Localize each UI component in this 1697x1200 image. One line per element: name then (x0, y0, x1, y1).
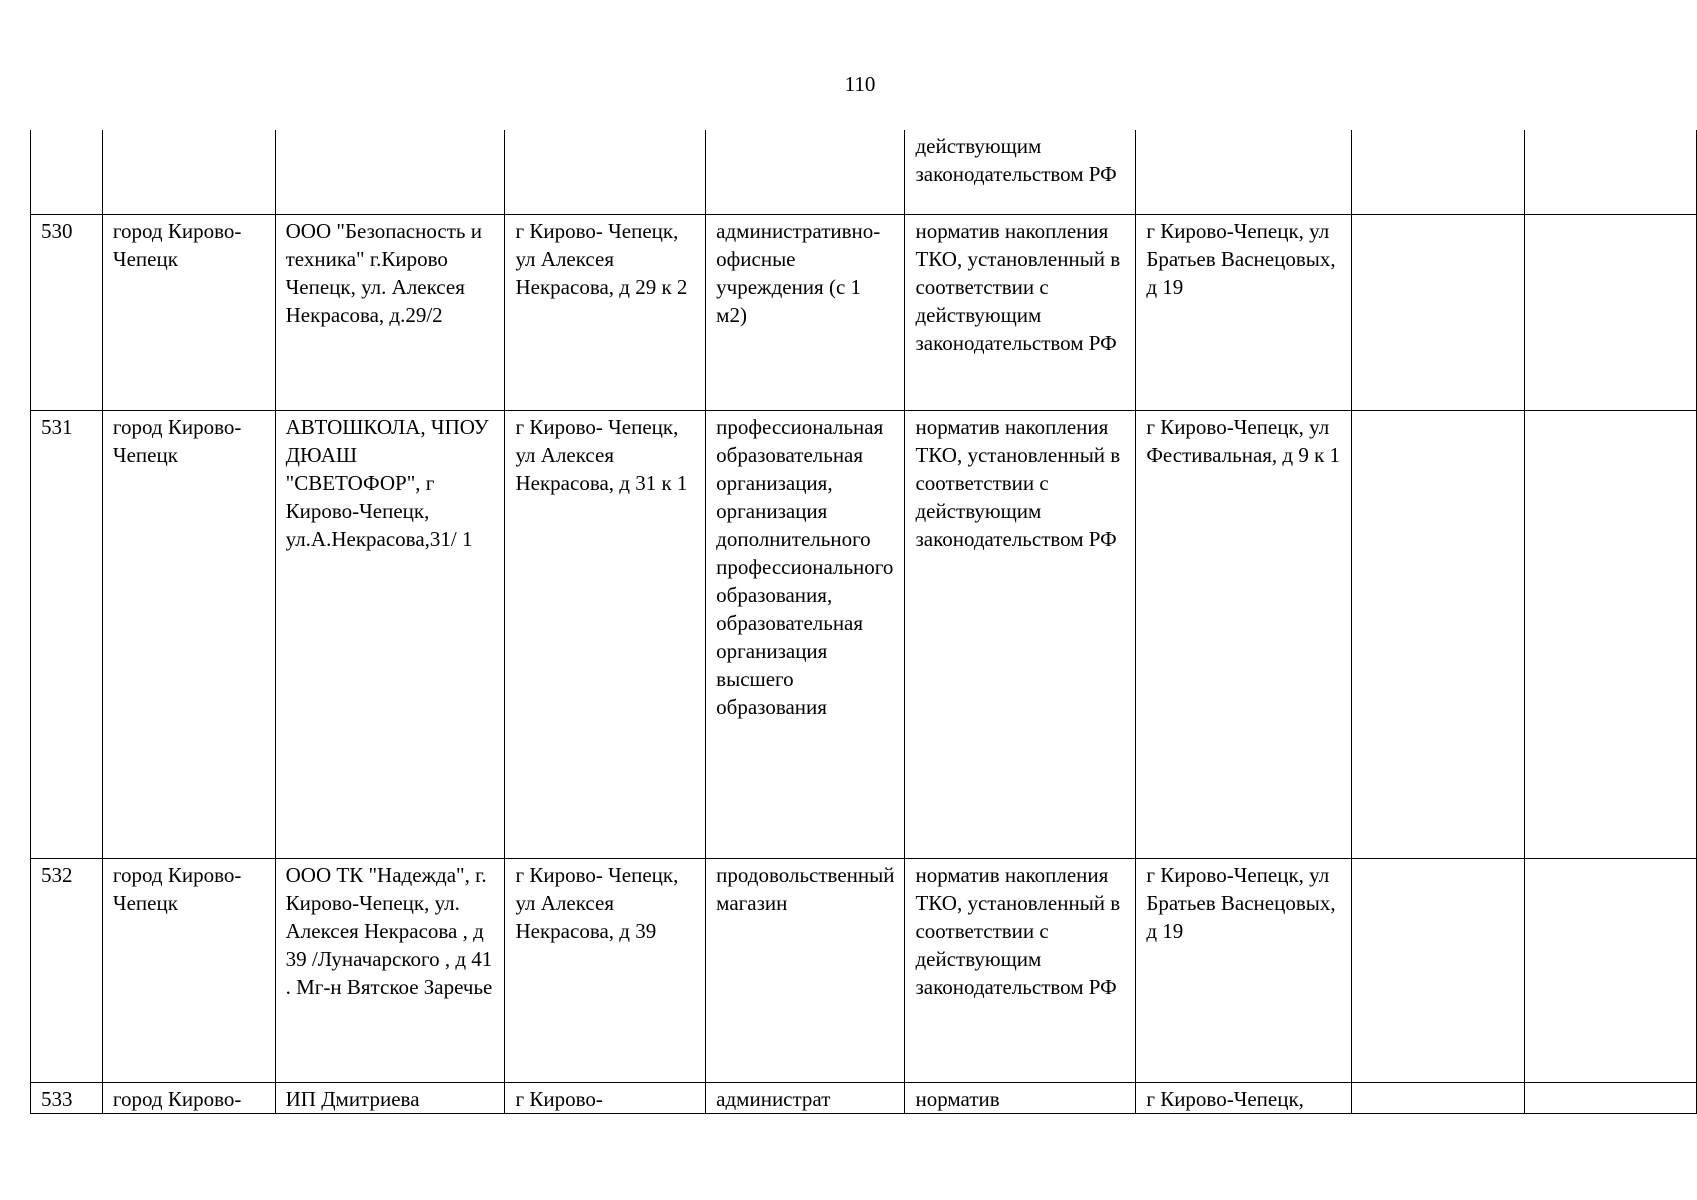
cell-organization: ООО ТК "Надежда", г. Кирово-Чепецк, ул. Алексея Некрасова , д 39 /Луначарского , д 41 . Мг-н Вятское Заречье (275, 858, 505, 1082)
cell-standard: норматив накопления ТКО, установленный в соответствии с действующим законодательством РФ (905, 214, 1136, 410)
cell-num (31, 130, 103, 214)
cell-settlement: город Кирово- Чепецк (102, 214, 275, 410)
table-row (31, 214, 1697, 410)
cell-category (706, 130, 905, 214)
cell-address: г Кирово- (505, 1082, 706, 1113)
cell-extra1 (1352, 1082, 1524, 1113)
cell-extra2 (1524, 130, 1696, 214)
cell-extra2 (1524, 214, 1696, 410)
cell-extra2 (1524, 410, 1696, 858)
cell-num: 532 (31, 858, 103, 1082)
continuation-row (31, 130, 1697, 214)
cell-category: профессиональная образовательная организация, организация дополнительного профессионального образования, образовательная организация высшего образования (706, 410, 905, 858)
cell-extra2 (1524, 1082, 1696, 1113)
cell-standard: норматив (905, 1082, 1136, 1113)
cell-num: 533 (31, 1082, 103, 1113)
registry-table (30, 130, 1697, 1114)
cell-category: продовольственный магазин (706, 858, 905, 1082)
cell-organization: АВТОШКОЛА, ЧПОУ ДЮАШ "СВЕТОФОР", г Кирово-Чепецк, ул.А.Некрасова,31/ 1 (275, 410, 505, 858)
cell-extra2 (1524, 858, 1696, 1082)
table-row (31, 410, 1697, 858)
cell-address: г Кирово- Чепецк, ул Алексея Некрасова, д 39 (505, 858, 706, 1082)
table-row (31, 1082, 1697, 1113)
cell-standard: норматив накопления ТКО, установленный в соответствии с действующим законодательством РФ (905, 858, 1136, 1082)
cell-site (1136, 130, 1352, 214)
cell-category: административно- офисные учреждения (с 1 м2) (706, 214, 905, 410)
cell-settlement: город Кирово- (102, 1082, 275, 1113)
cell-extra1 (1352, 858, 1524, 1082)
cell-standard: действующим законодательством РФ (905, 130, 1136, 214)
cell-organization: ООО "Безопасность и техника" г.Кирово Чепецк, ул. Алексея Некрасова, д.29/2 (275, 214, 505, 410)
cell-extra1 (1352, 130, 1524, 214)
cell-standard: норматив накопления ТКО, установленный в соответствии с действующим законодательством РФ (905, 410, 1136, 858)
cell-extra1 (1352, 214, 1524, 410)
cell-extra1 (1352, 410, 1524, 858)
cell-organization: ИП Дмитриева (275, 1082, 505, 1113)
table-row (31, 858, 1697, 1082)
cell-organization (275, 130, 505, 214)
cell-settlement (102, 130, 275, 214)
page-number: 110 (844, 72, 876, 96)
cell-site: г Кирово-Чепецк, (1136, 1082, 1352, 1113)
cell-settlement: город Кирово- Чепецк (102, 858, 275, 1082)
cell-site: г Кирово-Чепецк, ул Фестивальная, д 9 к 1 (1136, 410, 1352, 858)
cell-category: администрат (706, 1082, 905, 1113)
cell-site: г Кирово-Чепецк, ул Братьев Васнецовых, д 19 (1136, 858, 1352, 1082)
cell-num: 531 (31, 410, 103, 858)
cell-address (505, 130, 706, 214)
cell-site: г Кирово-Чепецк, ул Братьев Васнецовых, д 19 (1136, 214, 1352, 410)
cell-num: 530 (31, 214, 103, 410)
cell-address: г Кирово- Чепецк, ул Алексея Некрасова, д 29 к 2 (505, 214, 706, 410)
cell-settlement: город Кирово- Чепецк (102, 410, 275, 858)
cell-address: г Кирово- Чепецк, ул Алексея Некрасова, д 31 к 1 (505, 410, 706, 858)
